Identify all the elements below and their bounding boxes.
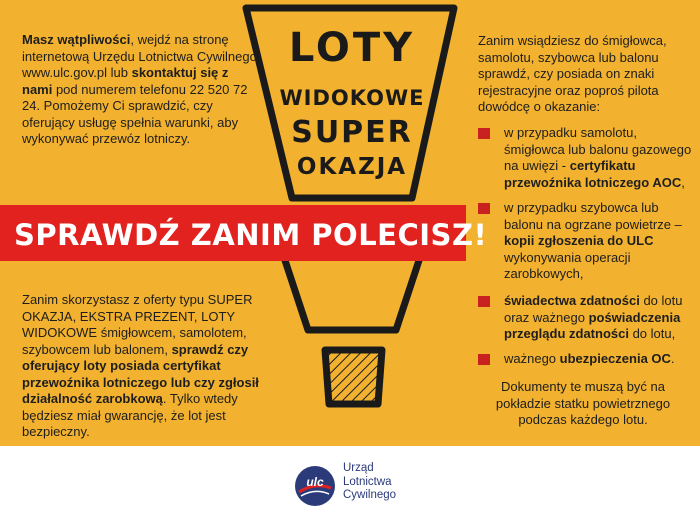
- logo-icon-text: ulc: [306, 475, 324, 489]
- logo-line-2: Lotnictwa: [343, 475, 392, 488]
- bullet-text: ,: [681, 174, 685, 190]
- logo-text: [343, 462, 396, 503]
- contact-paragraph: [22, 32, 262, 148]
- bullet-square-icon: [478, 128, 490, 139]
- documents-note: Dokumenty te muszą być na pokładzie statku powietrznego podczas każdego lotu.: [495, 379, 671, 427]
- headline-line-2: WIDOKOWE: [279, 86, 425, 110]
- logo-line-3: Cywilnego: [343, 489, 397, 501]
- bullet-emphasis: kopii zgłoszenia do ULC: [504, 233, 654, 248]
- ulc-logo-icon: [293, 464, 337, 508]
- headline-line-4: OKAZJA: [296, 154, 408, 180]
- bullet-text: wykonywania operacji zarobkowych,: [504, 249, 631, 281]
- boarding-paragraph: Zanim wsiądziesz do śmigłowca, samolotu, szybowca lub balonu sprawdź, czy posiada on znaki rejestracyjne oraz poproś pilota dowódcę o okazanie:: [478, 33, 667, 114]
- bullet-text: ważnego: [504, 351, 560, 366]
- bullet-emphasis: ubezpieczenia OC: [559, 351, 671, 366]
- bullet-square-icon: [478, 296, 490, 307]
- offer-emphasis: sprawdź czy oferujący loty posiada certyfikat przewoźnika lotniczego lub czy zgłosił działalność zarobkową: [22, 341, 259, 406]
- bullet-square-icon: [478, 203, 490, 214]
- contact-emphasis: skontaktuj się z nami: [22, 65, 229, 97]
- bullet-emphasis: poświadczenia przeglądu zdatności: [504, 309, 681, 341]
- offer-text-2: . Tylko wtedy będziesz miał gwarancję, że lot jest bezpieczny.: [22, 391, 238, 439]
- bullet-text: .: [670, 351, 675, 366]
- contact-text-2: pod numerem telefonu 22 520 72 24. Pomożemy Ci sprawdzić, czy oferujący usługę spełnia warunki, aby wykonywać przewóz lotniczy.: [22, 81, 248, 146]
- contact-text-1: , wejdź na stronę internetową Urzędu Lotnictwa Cywilnego www.ulc.gov.pl lub: [22, 32, 257, 80]
- banner-text: SPRAWDŹ ZANIM POLECISZ!: [14, 218, 488, 252]
- headline-line-1: LOTY: [288, 25, 416, 71]
- bullet-emphasis: świadectwa zdatności: [504, 293, 640, 308]
- bullet-text: w przypadku szybowca lub balonu na ogrzane powietrze –: [504, 200, 682, 232]
- bullet-emphasis: certyfikatu przewoźnika lotniczego AOC: [504, 158, 682, 190]
- logo-line-1: Urząd: [343, 462, 374, 474]
- offer-paragraph: [22, 292, 280, 441]
- bullet-text: do lotu oraz ważnego: [504, 293, 683, 325]
- bullet-text: do lotu,: [628, 326, 676, 341]
- offer-text-1: Zanim skorzystasz z oferty typu SUPER OKAZJA, EKSTRA PREZENT, LOTY WIDOKOWE śmigłowcem, samolotem, szybowcem lub balonem,: [22, 292, 253, 357]
- headline-line-3: SUPER: [291, 115, 413, 150]
- bullet-text: w przypadku samolotu, śmigłowca lub balonu gazowego na uwięzi -: [504, 125, 692, 173]
- bullet-square-icon: [478, 354, 490, 365]
- contact-lead: Masz wątpliwości: [22, 32, 131, 47]
